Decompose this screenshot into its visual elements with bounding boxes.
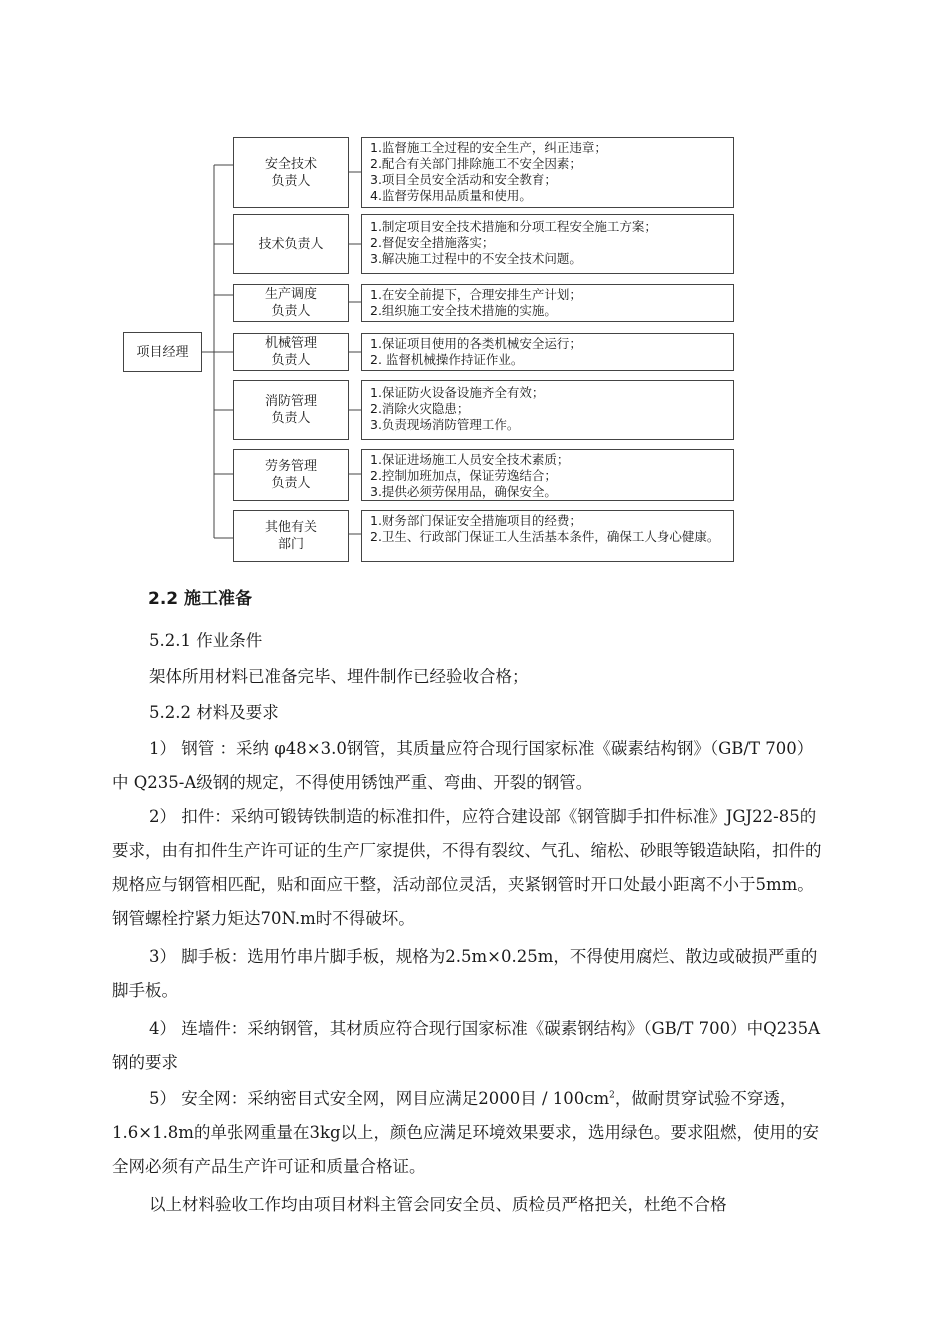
role-technical: 技术负责人 <box>233 214 349 274</box>
role-labor: 劳务管理 负责人 <box>233 449 349 501</box>
item-steel-pipe: 1） 钢管 ：采纳 φ48×3.0钢管，其质量应符合现行国家标准《碳素结构钢》（GB/T 700）中 Q235-A级钢的规定，不得使用锈蚀严重、弯曲、开裂的钢管。 <box>112 739 814 792</box>
role-fire: 消防管理 负责人 <box>233 380 349 440</box>
org-chart <box>0 0 950 580</box>
item-scaffold-board: 3） 脚手板：选用竹串片脚手板，规格为2.5m×0.25m，不得使用腐烂、散边或破损严重的脚手板。 <box>112 947 818 1000</box>
subheading-materials: 5.2.2 材料及要求 <box>149 703 279 722</box>
item-couplers: 2） 扣件：采纳可锻铸铁制造的标准扣件，应符合建设部《钢管脚手扣件标准》JGJ22-85的要求，由有扣件生产许可证的生产厂家提供，不得有裂纹、气孔、缩松、砂眼等锻造缺陷，扣件的规格应与钢管相匹配，贴和面应干整，活动部位灵活，夹紧钢管时开口处最小距离不小于5mm。钢管螺栓拧紧力矩达70N.m时不得破坏。 <box>112 807 822 928</box>
duties-fire: 1.保证防火设备设施齐全有效； 2.消除火灾隐患； 3.负责现场消防管理工作。 <box>361 380 734 440</box>
duties-production: 1.在安全前提下，合理安排生产计划； 2.组织施工安全技术措施的实施。 <box>361 284 734 322</box>
duties-technical: 1.制定项目安全技术措施和分项工程安全施工方案； 2.督促安全措施落实； 3.解决施工过程中的不安全技术问题。 <box>361 214 734 274</box>
duties-safety-tech: 1.监督施工全过程的安全生产，纠正违章； 2.配合有关部门排除施工不安全因素； 3.项目全员安全活动和安全教育； 4.监督劳保用品质量和使用。 <box>361 137 734 208</box>
duties-other: 1.财务部门保证安全措施项目的经费； 2.卫生、行政部门保证工人生活基本条件，确保工人身心健康。 <box>361 510 734 562</box>
project-manager-box: 项目经理 <box>123 332 202 372</box>
role-machinery: 机械管理 负责人 <box>233 333 349 371</box>
item-safety-net: 5） 安全网：采纳密目式安全网，网目应满足2000目 / $100cm^2$，做耐贯穿试验不穿透，1.6×1.8m的单张网重量在3kg以上，颜色应满足环境效果要求，选用绿色。要求阻燃，使用的安全网必须有产品生产许可证和质量合格证。 <box>112 1089 820 1176</box>
section-heading: 2.2 施工准备 <box>148 589 253 609</box>
role-production: 生产调度 负责人 <box>233 284 349 322</box>
duties-machinery: 1.保证项目使用的各类机械安全运行； 2. 监督机械操作持证作业。 <box>361 333 734 371</box>
closing-text: 以上材料验收工作均由项目材料主管会同安全员、质检员严格把关，杜绝不合格 <box>149 1195 727 1214</box>
item-wall-ties: 4） 连墙件：采纳钢管，其材质应符合现行国家标准《碳素钢结构》（GB/T 700）中Q235A钢的要求 <box>112 1019 821 1072</box>
role-safety-tech: 安全技术 负责人 <box>233 137 349 208</box>
role-other: 其他有关 部门 <box>233 510 349 562</box>
duties-labor: 1.保证进场施工人员安全技术素质； 2.控制加班加点，保证劳逸结合； 3.提供必须劳保用品，确保安全。 <box>361 449 734 501</box>
subheading-conditions: 5.2.1 作业条件 <box>149 631 263 650</box>
conditions-text: 架体所用材料已准备完毕、埋件制作已经验收合格； <box>149 667 529 686</box>
